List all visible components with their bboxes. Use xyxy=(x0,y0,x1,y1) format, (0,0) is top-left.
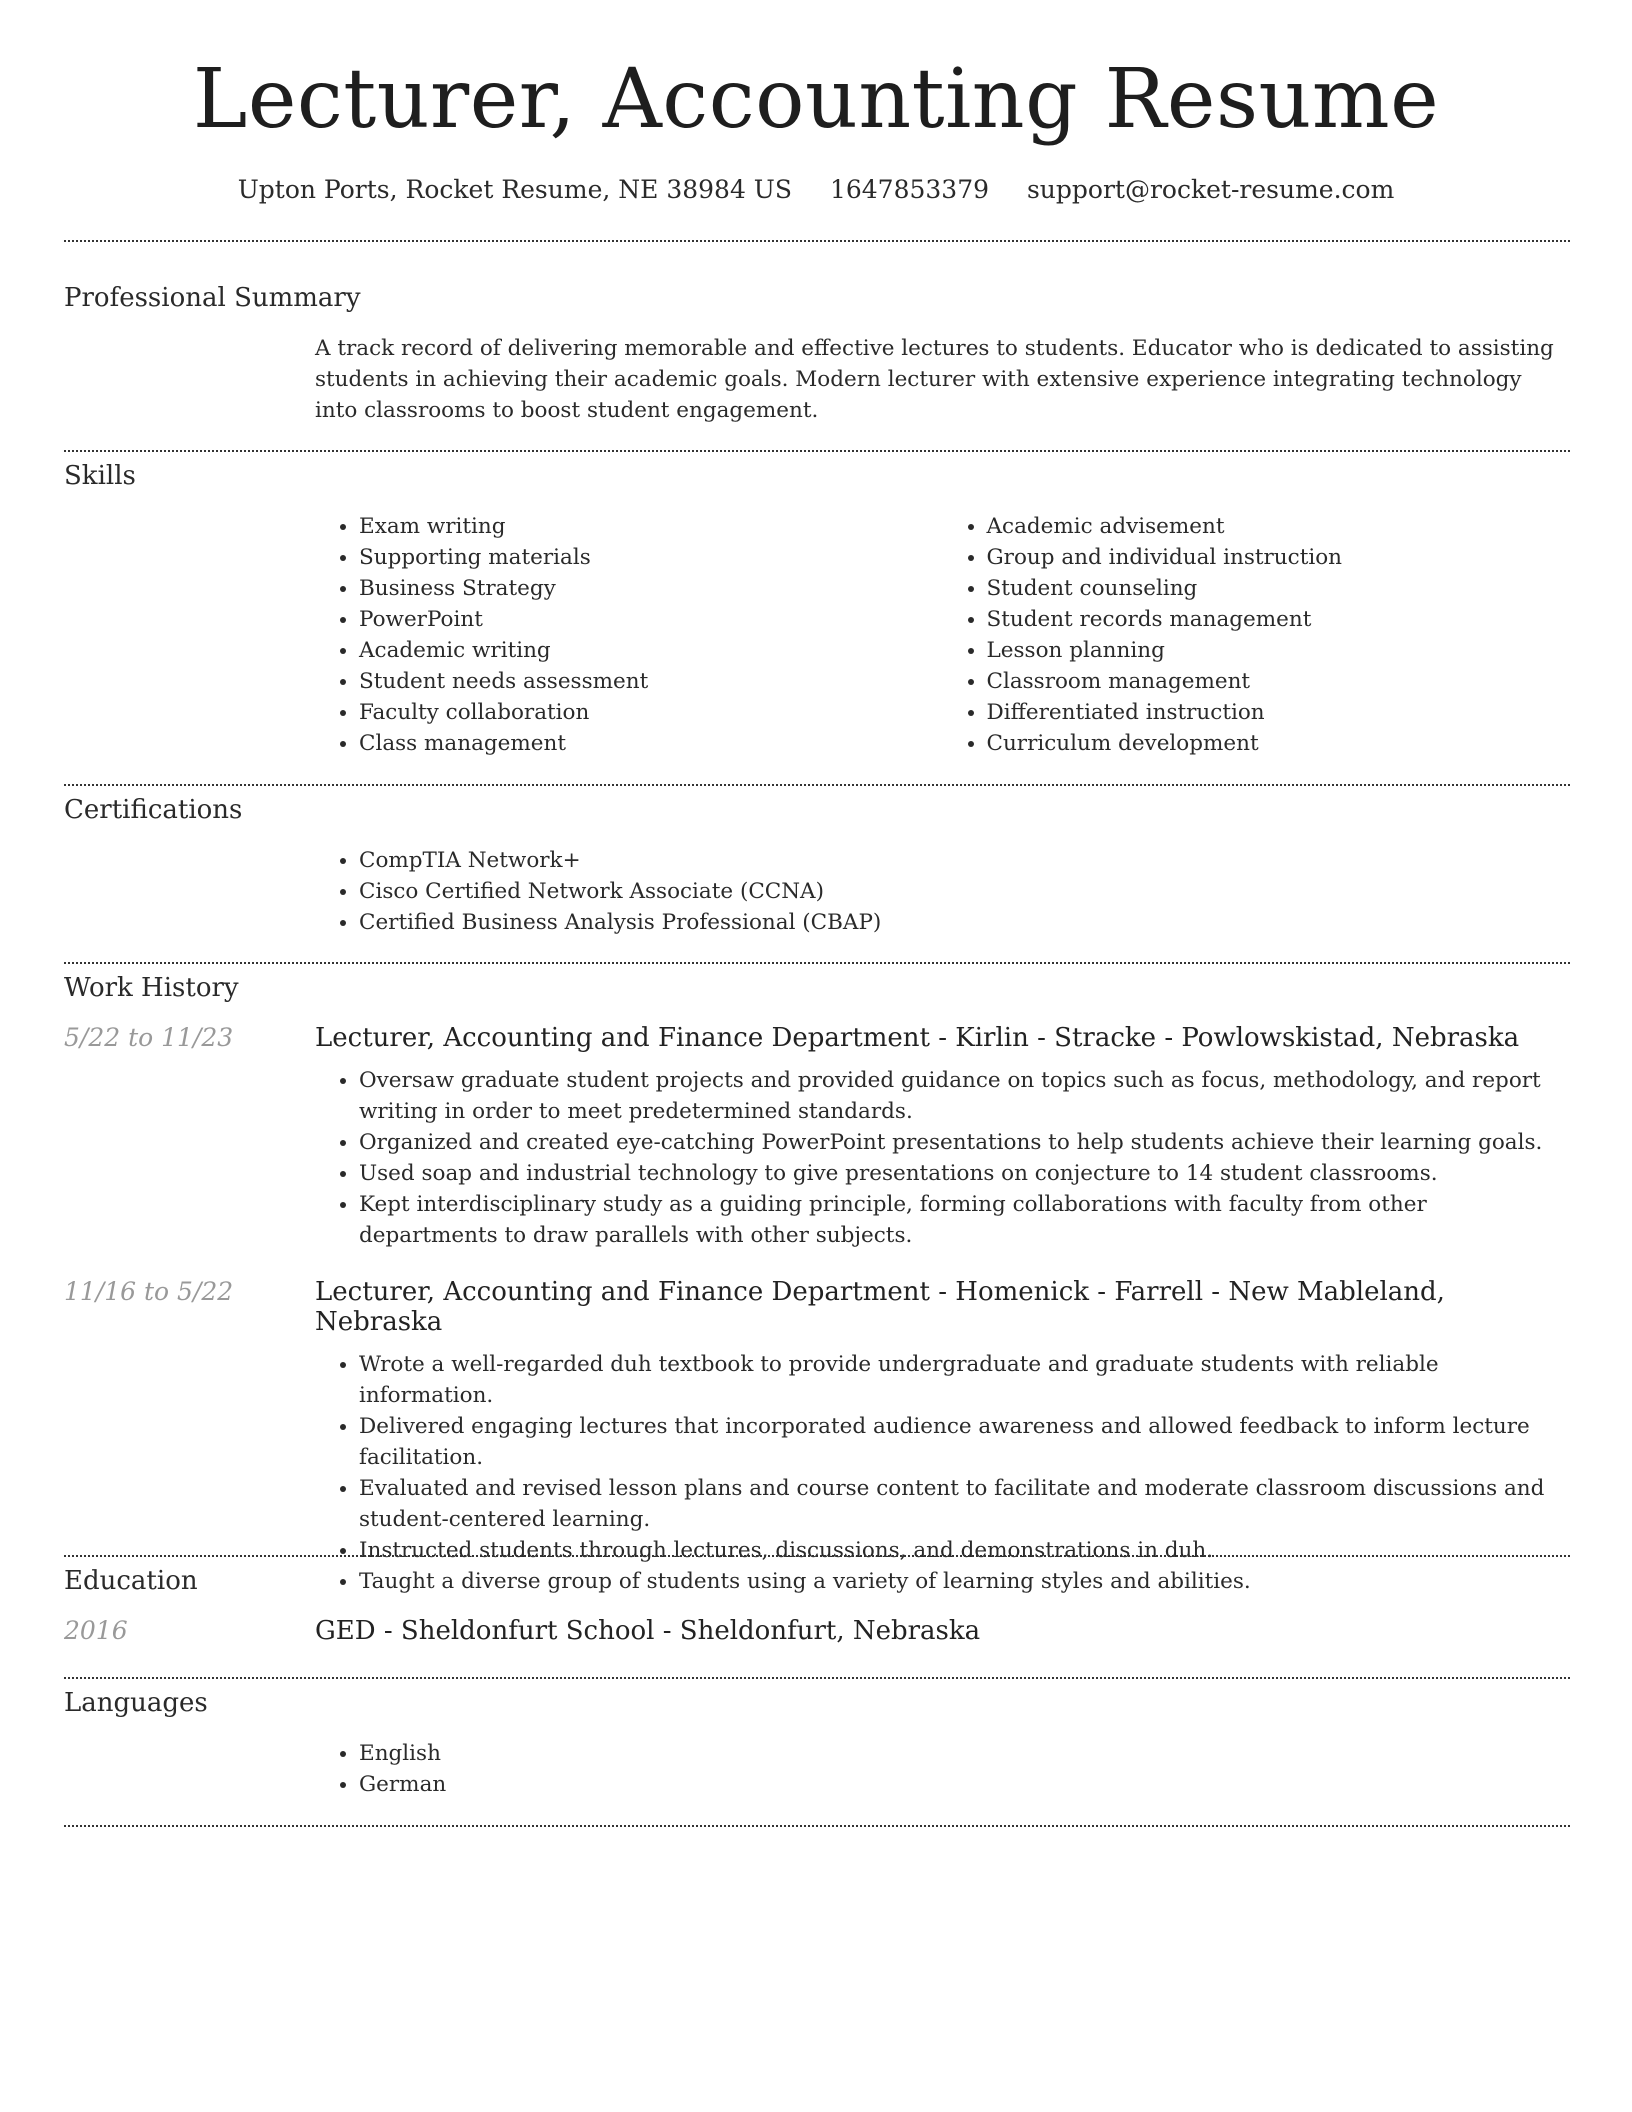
job-bullet: • Wrote a well-regarded duh textbook to provide undergraduate and graduate students with reliable information. xyxy=(359,1349,1570,1411)
certifications-heading: Certifications xyxy=(64,795,243,825)
skill-item: • Exam writing xyxy=(359,511,943,542)
language-item: • English xyxy=(359,1738,1570,1769)
education-entry: GED - Sheldonfurt School - Sheldonfurt, Nebraska xyxy=(315,1616,981,1646)
certification-item: • Certified Business Analysis Professional (CBAP) xyxy=(359,907,1570,938)
job-bullet: • Instructed students through lectures, discussions, and demonstrations in duh. xyxy=(359,1535,1570,1566)
contact-phone: 1647853379 xyxy=(829,175,990,204)
skill-item: • PowerPoint xyxy=(359,604,943,635)
skills-heading: Skills xyxy=(64,461,136,491)
languages-section xyxy=(64,1688,1570,1800)
skill-item: • Student records management xyxy=(987,604,1571,635)
job-bullets xyxy=(315,1065,1570,1251)
section-divider xyxy=(64,240,1570,242)
job-dates: 5/22 to 11/23 xyxy=(64,1023,234,1052)
section-divider xyxy=(64,450,1570,452)
education-section xyxy=(64,1566,1570,1646)
skill-item: • Business Strategy xyxy=(359,573,943,604)
section-divider xyxy=(64,962,1570,964)
section-divider xyxy=(64,784,1570,786)
job-bullet: • Kept interdisciplinary study as a guiding principle, forming collaborations with faculty from other departments to draw parallels with other subjects. xyxy=(359,1189,1570,1251)
job-bullet: • Organized and created eye-catching PowerPoint presentations to help students achieve their learning goals. xyxy=(359,1127,1570,1158)
section-divider xyxy=(64,1677,1570,1679)
certifications-list xyxy=(315,845,1570,938)
job-bullet: • Oversaw graduate student projects and provided guidance on topics such as focus, methodology, and report writing in order to meet predetermined standards. xyxy=(359,1065,1570,1127)
job-bullet: • Used soap and industrial technology to give presentations on conjecture to 14 student classrooms. xyxy=(359,1158,1570,1189)
skill-item: • Academic advisement xyxy=(987,511,1571,542)
contact-email: support@rocket-resume.com xyxy=(1026,175,1395,204)
summary-section xyxy=(64,283,1570,426)
skills-list-left xyxy=(315,511,943,759)
skills-list-right xyxy=(943,511,1571,759)
work-history-section xyxy=(64,973,1570,1597)
job-title: Lecturer, Accounting and Finance Department - Kirlin - Stracke - Powlowskistad, Nebraska xyxy=(315,1023,1520,1053)
skill-item: • Lesson planning xyxy=(987,635,1571,666)
skill-item: • Group and individual instruction xyxy=(987,542,1571,573)
contact-address: Upton Ports, Rocket Resume, NE 38984 US xyxy=(237,175,792,204)
job-bullet: • Evaluated and revised lesson plans and course content to facilitate and moderate classroom discussions and student-centered learning. xyxy=(359,1473,1570,1535)
certification-item: • CompTIA Network+ xyxy=(359,845,1570,876)
section-divider xyxy=(64,1555,1570,1557)
work-history-heading: Work History xyxy=(64,973,239,1003)
skill-item: • Classroom management xyxy=(987,666,1571,697)
job-entry xyxy=(64,1277,1570,1597)
certifications-section xyxy=(64,795,1570,938)
job-bullet: • Taught a diverse group of students using a variety of learning styles and abilities. xyxy=(359,1566,1570,1597)
certification-item: • Cisco Certified Network Associate (CCNA) xyxy=(359,876,1570,907)
skill-item: • Student needs assessment xyxy=(359,666,943,697)
skills-columns xyxy=(315,511,1570,759)
languages-heading: Languages xyxy=(64,1688,208,1718)
job-title: Lecturer, Accounting and Finance Department - Homenick - Farrell - New Mableland, Nebraska xyxy=(315,1277,1445,1337)
contact-line xyxy=(0,174,1632,206)
skill-item: • Curriculum development xyxy=(987,728,1571,759)
education-heading: Education xyxy=(64,1566,198,1596)
skills-section xyxy=(64,461,1570,759)
education-year: 2016 xyxy=(64,1616,128,1645)
skill-item: • Class management xyxy=(359,728,943,759)
skill-item: • Student counseling xyxy=(987,573,1571,604)
skill-item: • Supporting materials xyxy=(359,542,943,573)
summary-heading: Professional Summary xyxy=(64,283,361,313)
languages-list xyxy=(315,1738,1570,1800)
job-dates: 11/16 to 5/22 xyxy=(64,1277,234,1306)
skill-item: • Faculty collaboration xyxy=(359,697,943,728)
job-bullets xyxy=(315,1349,1570,1597)
language-item: • German xyxy=(359,1769,1570,1800)
skill-item: • Differentiated instruction xyxy=(987,697,1571,728)
resume-title: Lecturer, Accounting Resume xyxy=(192,52,1440,147)
section-divider xyxy=(64,1825,1570,1827)
summary-text: A track record of delivering memorable and effective lectures to students. Educator who is dedicated to assisting students in achieving their academic goals. Modern lecturer with extensive experience integrating technology into classrooms to boost student engagement. xyxy=(315,336,1554,423)
skill-item: • Academic writing xyxy=(359,635,943,666)
job-entry xyxy=(64,1023,1570,1251)
job-bullet: • Delivered engaging lectures that incorporated audience awareness and allowed feedback to inform lecture facilitation. xyxy=(359,1411,1570,1473)
resume-header xyxy=(0,0,1632,206)
